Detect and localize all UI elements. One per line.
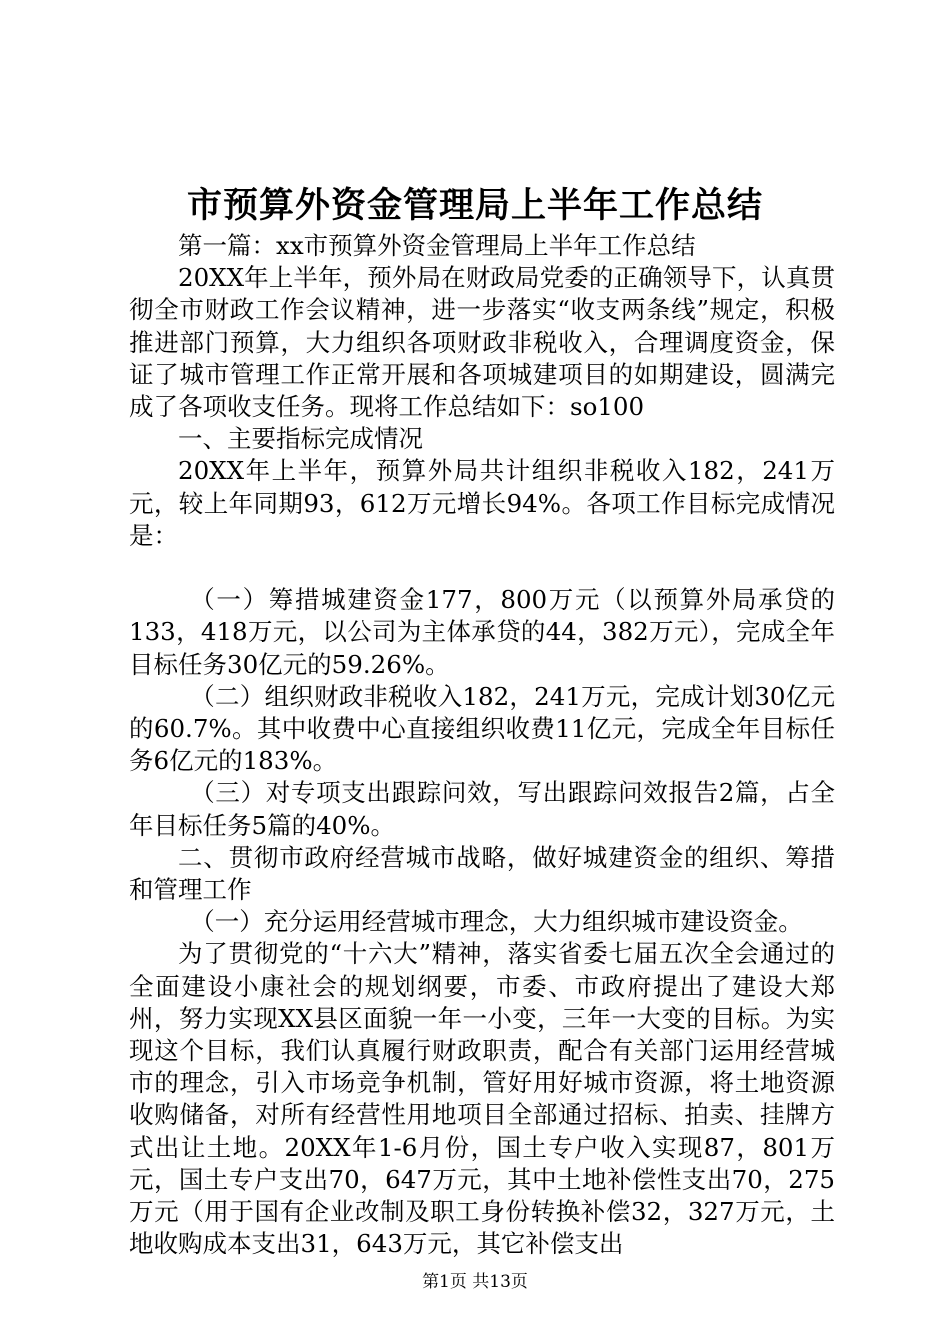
section-heading-2: 二、贯彻市政府经营城市战略，做好城建资金的组织、筹措和管理工作	[129, 842, 835, 905]
paragraph-intro: 20XX年上半年，预外局在财政局党委的正确领导下，认真贯彻全市财政工作会议精神，进一步落实“收支两条线”规定，积极推进部门预算，大力组织各项财政非税收入，合理调度资金，保证了城市管理工作正常开展和各项城建项目的如期建设，圆满完成了各项收支任务。现将工作总结如下：so100	[129, 263, 835, 422]
blank-line	[129, 552, 835, 584]
document-body	[129, 230, 835, 1260]
paragraph-income-summary: 20XX年上半年，预算外局共计组织非税收入182，241万元，较上年同期93，612万元增长94%。各项工作目标完成情况是：	[129, 456, 835, 550]
paragraph-chapter-heading: 第一篇：xx市预算外资金管理局上半年工作总结	[178, 231, 696, 260]
page-number-footer: 第1页 共13页	[422, 1272, 528, 1292]
paragraph-item-2: （二）组织财政非税收入182，241万元，完成计划30亿元的60.7%。其中收费中心直接组织收费11亿元，完成全年目标任务6亿元的183%。	[129, 681, 835, 776]
paragraph-item-3: （三）对专项支出跟踪问效，写出跟踪问效报告2篇，占全年目标任务5篇的40%。	[129, 778, 835, 840]
paragraph-city-funding: 为了贯彻党的“十六大”精神，落实省委七届五次全会通过的全面建设小康社会的规划纲要，市委、市政府提出了建设大郑州，努力实现XX县区面貌一年一小变，三年一大变的目标。为实现这个目标，我们认真履行财政职责，配合有关部门运用经营城市的理念，引入市场竞争机制，管好用好城市资源，将土地资源收购储备，对所有经营性用地项目全部通过招标、拍卖、挂牌方式出让土地。20XX年1-6月份，国土专户收入实现87，801万元，国土专户支出70，647万元，其中土地补偿性支出70，275万元（用于国有企业改制及职工身份转换补偿32，327万元，土地收购成本支出31，643万元，其它补偿支出	[129, 939, 835, 1259]
paragraph-item-1: （一）筹措城建资金177，800万元（以预算外局承贷的133，418万元，以公司为主体承贷的44，382万元），完成全年目标任务30亿元的59.26%。	[129, 585, 835, 679]
subsection-heading-1: （一）充分运用经营城市理念，大力组织城市建设资金。	[190, 907, 803, 937]
document-title: 市预算外资金管理局上半年工作总结	[186, 185, 763, 226]
section-heading-1: 一、主要指标完成情况	[178, 424, 423, 454]
